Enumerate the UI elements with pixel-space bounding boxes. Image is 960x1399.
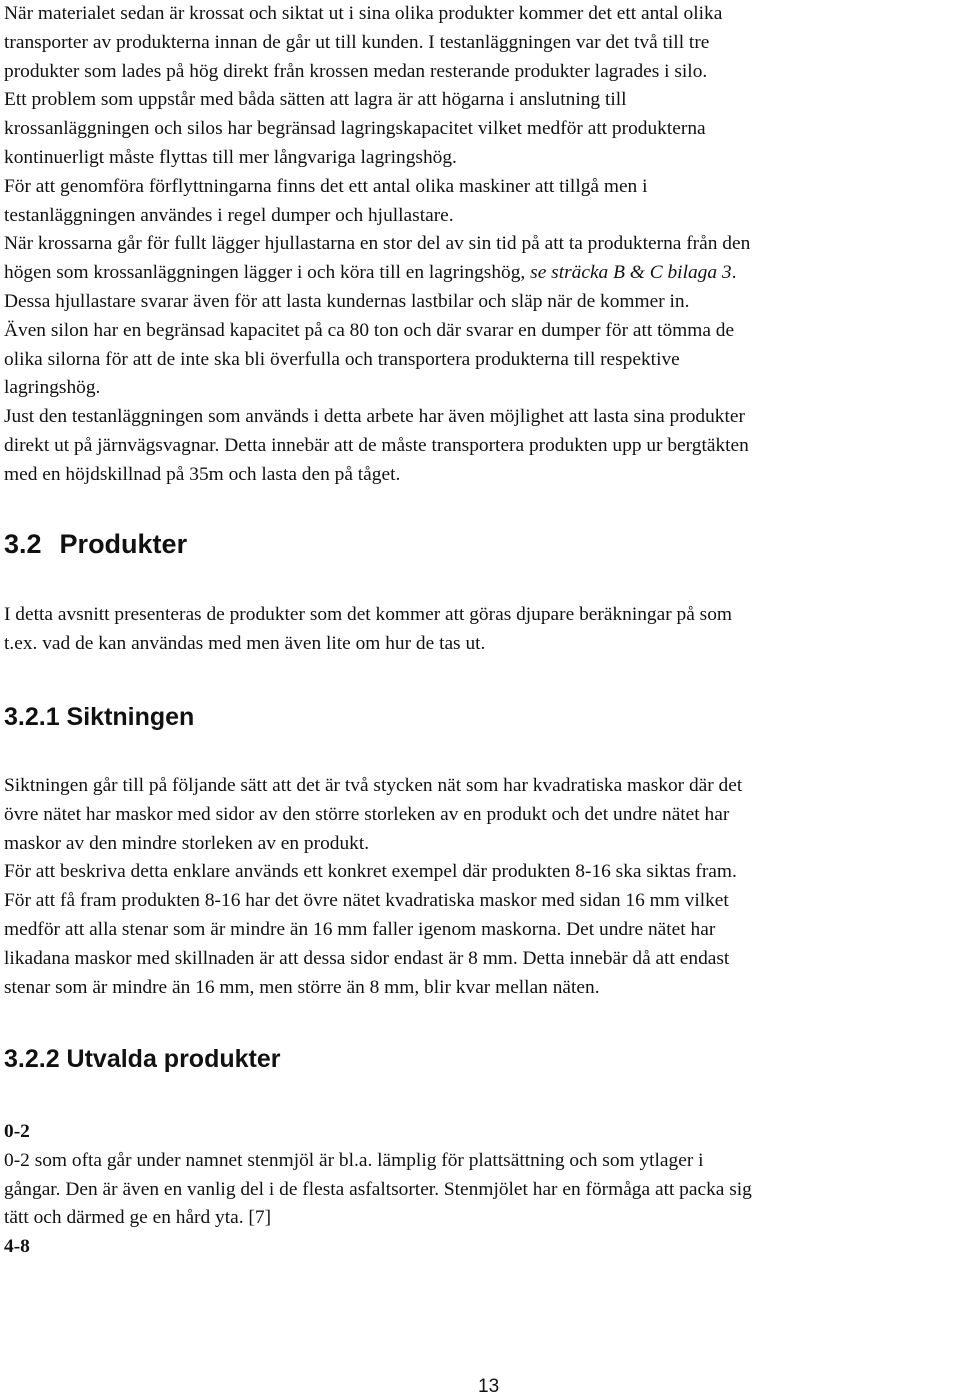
text-segment: .: [731, 262, 737, 284]
text-line: krossanläggningen och silos har begränsad lagringskapacitet vilket medför att produkterna: [4, 118, 706, 140]
text-line: kontinuerligt måste flyttas till mer långvariga lagringshög.: [4, 146, 457, 168]
text-line: maskor av den mindre storleken av en produkt.: [4, 832, 370, 854]
product-label: 4-8: [4, 1236, 30, 1258]
section-title: Produkter: [59, 529, 188, 559]
text-line: När materialet sedan är krossat och siktat ut i sina olika produkter kommer det ett antal olika: [4, 3, 723, 24]
section-heading-3-2-2: 3.2.2 Utvalda produkter: [4, 1045, 281, 1073]
text-line: Även silon har en begränsad kapacitet på ca 80 ton och där svarar en dumper för att tömma de: [4, 319, 735, 341]
text-line: gångar. Den är även en vanlig del i de flesta asfaltsorter. Stenmjölet har en förmåga att packa sig: [4, 1178, 752, 1200]
text-line: stenar som är mindre än 16 mm, men större än 8 mm, blir kvar mellan näten.: [4, 976, 600, 998]
text-line: lagringshög.: [4, 377, 101, 399]
text-line: medför att alla stenar som är mindre än 16 mm faller igenom maskorna. Det undre nätet har: [4, 918, 716, 940]
section-3-2-paragraph: [4, 601, 732, 659]
text-line: När krossarna går för fullt lägger hjullastarna en stor del av sin tid på att ta produkterna från den: [4, 233, 751, 255]
text-line: direkt ut på järnvägsvagnar. Detta innebär att de måste transportera produkten upp ur bergtäkten: [4, 434, 749, 456]
text-line: övre nätet har maskor med sidor av den större storleken av en produkt och det undre nätet har: [4, 803, 730, 825]
product-description: [4, 1147, 752, 1233]
text-line: produkter som lades på hög direkt från krossen medan resterande produkter lagrades i silo.: [4, 60, 708, 82]
text-line: 0-2 som ofta går under namnet stenmjöl är bl.a. lämplig för plattsättning och som ytlager i: [4, 1149, 704, 1171]
text-line: För att genomföra förflyttningarna finns det ett antal olika maskiner att tillgå men i: [4, 175, 648, 197]
product-label: 0-2: [4, 1121, 30, 1142]
text-line: likadana maskor med skillnaden är att dessa sidor endast är 8 mm. Detta innebär då att endast: [4, 947, 730, 969]
text-line: olika silorna för att de inte ska bli överfulla och transportera produkterna till respektive: [4, 348, 680, 370]
section-3-2-2-content: [4, 1118, 752, 1262]
text-line: I detta avsnitt presenteras de produkter som det kommer att göras djupare beräkningar på som: [4, 604, 732, 625]
text-line: testanläggningen användes i regel dumper och hjullastare.: [4, 204, 454, 226]
text-line: Ett problem som uppstår med båda sätten att lagra är att högarna i anslutning till: [4, 89, 627, 111]
section-heading-3-2: [4, 528, 187, 560]
section-heading-3-2-1: 3.2.1 Siktningen: [4, 703, 195, 731]
text-line: t.ex. vad de kan användas med men även lite om hur de tas ut.: [4, 632, 486, 654]
text-line: Dessa hjullastare svarar även för att lasta kundernas lastbilar och släp när de kommer in.: [4, 290, 690, 312]
text-line: För att få fram produkten 8-16 har det övre nätet kvadratiska maskor med sidan 16 mm vilket: [4, 890, 729, 912]
text-segment: högen som krossanläggningen lägger i och köra till en lagringshög,: [4, 262, 526, 284]
section-3-2-1-paragraph: [4, 772, 742, 1002]
section-number: 3.2: [4, 529, 42, 559]
text-line: tätt och därmed ge en hård yta. [7]: [4, 1207, 272, 1229]
intro-paragraph: [4, 0, 750, 490]
text-line: Just den testanläggningen som används i detta arbete har även möjlighet att lasta sina produkter: [4, 406, 745, 428]
text-line: transporter av produkterna innan de går ut till kunden. I testanläggningen var det två till tre: [4, 31, 710, 53]
text-line-with-reference: [4, 259, 750, 288]
reference-text: se sträcka B & C bilaga 3: [530, 262, 732, 284]
page-number: 13: [478, 1376, 500, 1397]
text-line: med en höjdskillnad på 35m och lasta den på tåget.: [4, 463, 401, 485]
text-line: Siktningen går till på följande sätt att det är två stycken nät som har kvadratiska maskor där det: [4, 775, 743, 796]
text-line: För att beskriva detta enklare används ett konkret exempel där produkten 8-16 ska siktas fram.: [4, 861, 737, 883]
